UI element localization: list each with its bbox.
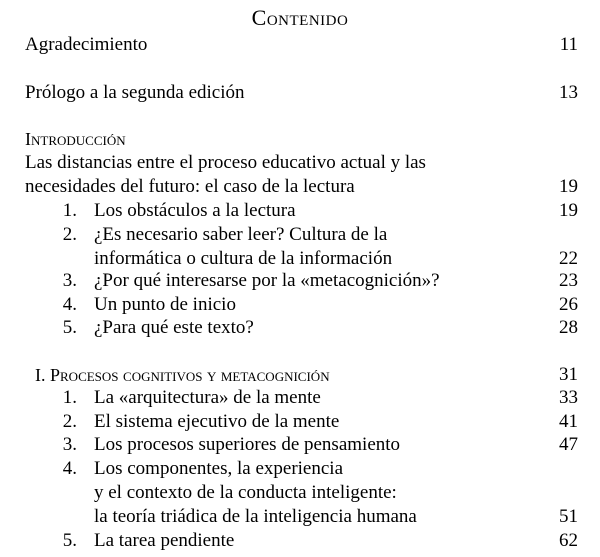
entry-text: Los componentes, la experiencia <box>94 458 344 479</box>
entry-text: La «arquitectura» de la mente <box>94 387 321 408</box>
toc-entry-intro-subtitle-2 <box>0 174 600 200</box>
entry-text: Agradecimiento <box>25 34 148 55</box>
toc-heading-introduccion <box>0 126 600 152</box>
entry-page: 23 <box>559 270 578 291</box>
toc-entry-intro-5 <box>0 315 600 341</box>
toc-title: Contenido <box>251 5 349 30</box>
entry-number: 1. <box>62 387 77 408</box>
entry-number: 4. <box>62 458 77 479</box>
entry-number: 2. <box>62 411 77 432</box>
toc-entry-ch1-4a <box>0 456 600 482</box>
entry-number: 3. <box>62 434 77 455</box>
entry-page: 22 <box>559 248 578 269</box>
toc-entry-intro-2a <box>0 222 600 248</box>
entry-text: y el contexto de la conducta inteligente: <box>94 482 397 503</box>
entry-text: la teoría triádica de la inteligencia humana <box>94 506 417 527</box>
entry-page: 28 <box>559 317 578 338</box>
entry-page: 47 <box>559 434 578 455</box>
entry-page: 11 <box>559 34 578 55</box>
entry-number: 2. <box>62 224 77 245</box>
toc-entry-ch1-5 <box>0 528 600 554</box>
entry-text: informática o cultura de la información <box>94 248 393 269</box>
entry-text: El sistema ejecutivo de la mente <box>94 411 340 432</box>
toc-entry-intro-1 <box>0 198 600 224</box>
entry-page: 51 <box>559 506 578 527</box>
entry-text: Prólogo a la segunda edición <box>25 82 245 103</box>
entry-page: 19 <box>559 176 578 197</box>
toc-entry-intro-3 <box>0 268 600 294</box>
section-heading: I. Procesos cognitivos y metacognición <box>35 365 330 385</box>
entry-text: necesidades del futuro: el caso de la lectura <box>25 176 355 197</box>
entry-page: 19 <box>559 200 578 221</box>
entry-number: 5. <box>62 317 77 338</box>
entry-text: Los obstáculos a la lectura <box>94 200 296 221</box>
entry-page: 31 <box>559 364 578 385</box>
entry-number: 1. <box>62 200 77 221</box>
entry-text: Los procesos superiores de pensamiento <box>94 434 401 455</box>
entry-page: 41 <box>559 411 578 432</box>
entry-text: Las distancias entre el proceso educativo actual y las <box>25 152 426 173</box>
toc-entry-ch1-4b <box>0 480 600 506</box>
entry-text: ¿Es necesario saber leer? Cultura de la <box>94 224 388 245</box>
section-heading: Introducción <box>25 129 126 149</box>
entry-text: Un punto de inicio <box>94 294 236 315</box>
toc-entry-agradecimiento <box>0 32 600 58</box>
entry-page: 13 <box>559 82 578 103</box>
entry-text: ¿Por qué interesarse por la «metacognición»? <box>94 270 440 291</box>
toc-entry-ch1-3 <box>0 432 600 458</box>
toc-entry-ch1-4c <box>0 504 600 530</box>
toc-entry-intro-subtitle-1 <box>0 150 600 176</box>
toc-entry-prologo <box>0 80 600 106</box>
entry-number: 5. <box>62 530 77 551</box>
entry-page: 33 <box>559 387 578 408</box>
toc-entry-ch1-1 <box>0 385 600 411</box>
entry-page: 62 <box>559 530 578 551</box>
entry-number: 3. <box>62 270 77 291</box>
entry-number: 4. <box>62 294 77 315</box>
entry-text: La tarea pendiente <box>94 530 235 551</box>
entry-text: ¿Para qué este texto? <box>94 317 254 338</box>
entry-page: 26 <box>559 294 578 315</box>
